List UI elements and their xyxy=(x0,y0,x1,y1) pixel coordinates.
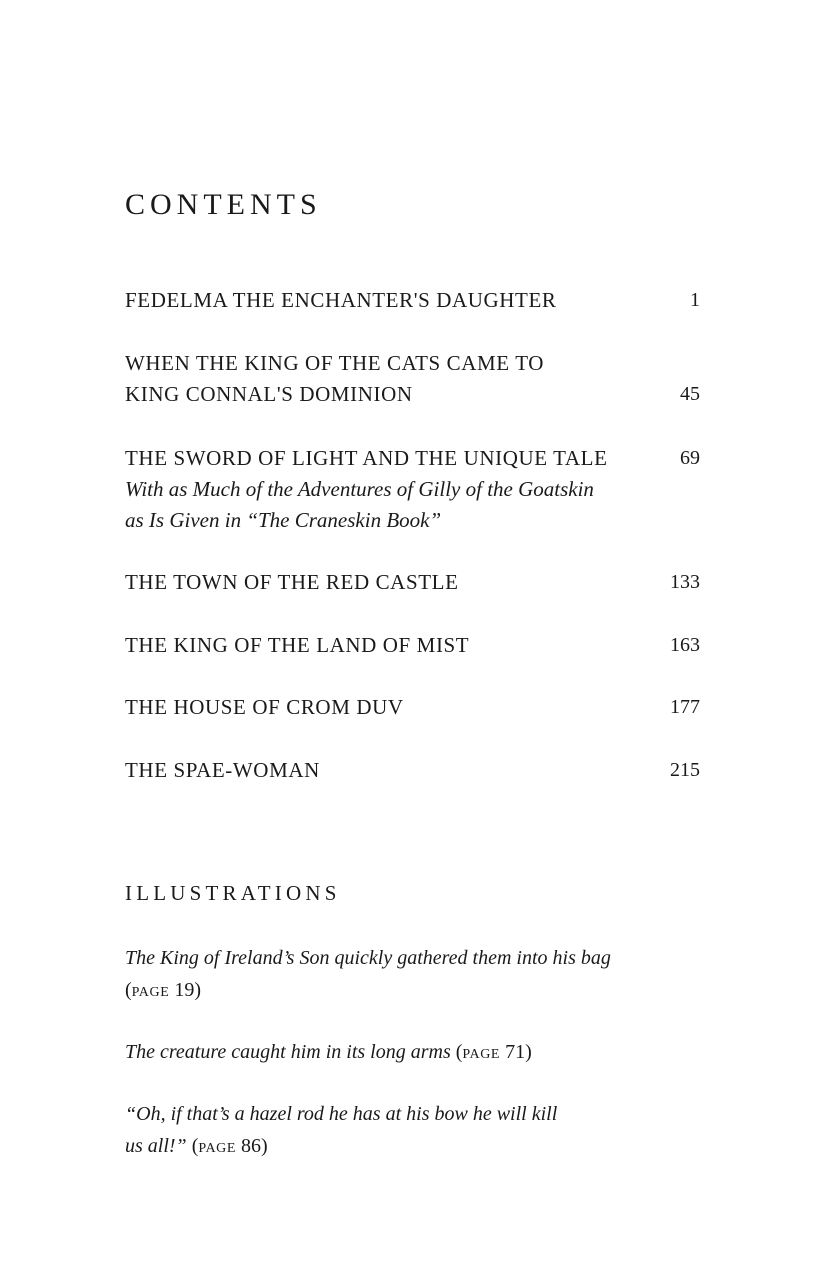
toc-entry-title: THE SPAE-WOMAN xyxy=(125,758,320,782)
toc-entry xyxy=(125,567,701,598)
toc-entry-page: 133 xyxy=(670,571,700,593)
toc-entry-page: 1 xyxy=(690,289,700,311)
toc-entry-title: THE TOWN OF THE RED CASTLE xyxy=(125,570,459,594)
toc-entry-title: WHEN THE KING OF THE CATS CAME TO xyxy=(125,351,545,375)
illustration-page: 19 xyxy=(174,979,195,1001)
page-label: PAGE xyxy=(462,1047,501,1062)
toc-entry-subtitle: as Is Given in “The Craneskin Book” xyxy=(125,508,442,532)
toc-entry-page: 163 xyxy=(670,634,700,656)
page-label: PAGE xyxy=(131,985,170,1000)
toc-entry-title: FEDELMA THE ENCHANTER'S DAUGHTER xyxy=(125,288,557,312)
illustration-item xyxy=(125,942,685,1009)
toc-entry xyxy=(125,755,701,786)
contents-heading: CONTENTS xyxy=(125,188,322,221)
toc-entry-title: THE KING OF THE LAND OF MIST xyxy=(125,633,470,657)
toc-entry xyxy=(125,692,701,723)
illustration-item: The creature caught him in its long arms (PAGE 71) xyxy=(125,1041,532,1063)
toc-entry xyxy=(125,285,701,316)
illustration-page: 71 xyxy=(505,1041,526,1063)
illustration-page: 86 xyxy=(241,1135,262,1157)
toc-entry-page: 69 xyxy=(680,447,700,469)
toc-entry xyxy=(125,348,701,410)
toc-entry-title: KING CONNAL'S DOMINION xyxy=(125,382,413,406)
illustrations-heading: ILLUSTRATIONS xyxy=(125,881,341,905)
illustration-caption: us all!” xyxy=(125,1135,187,1157)
illustration-item: “Oh, if that’s a hazel rod he has at his bow he will kill us all!” (PAGE 86) xyxy=(125,1098,685,1165)
toc-entry-subtitle: With as Much of the Adventures of Gilly of the Goatskin xyxy=(125,477,594,501)
page-label: PAGE xyxy=(198,1141,237,1156)
toc-entry-page: 215 xyxy=(670,759,700,781)
illustration-ref: (PAGE 19) xyxy=(125,979,202,1001)
toc-entry-page: 177 xyxy=(670,696,700,718)
toc-entry-title: THE SWORD OF LIGHT AND THE UNIQUE TALE xyxy=(125,446,608,470)
toc-entry xyxy=(125,443,701,536)
toc-entry-title: THE HOUSE OF CROM DUV xyxy=(125,695,404,719)
toc-entry xyxy=(125,630,701,661)
toc-entry-page: 45 xyxy=(680,383,700,405)
illustration-caption: The King of Ireland’s Son quickly gathered them into his bag xyxy=(125,947,611,969)
illustration-caption: The creature caught him in its long arms xyxy=(125,1041,451,1063)
illustration-caption: “Oh, if that’s a hazel rod he has at his bow he will kill xyxy=(125,1103,558,1125)
